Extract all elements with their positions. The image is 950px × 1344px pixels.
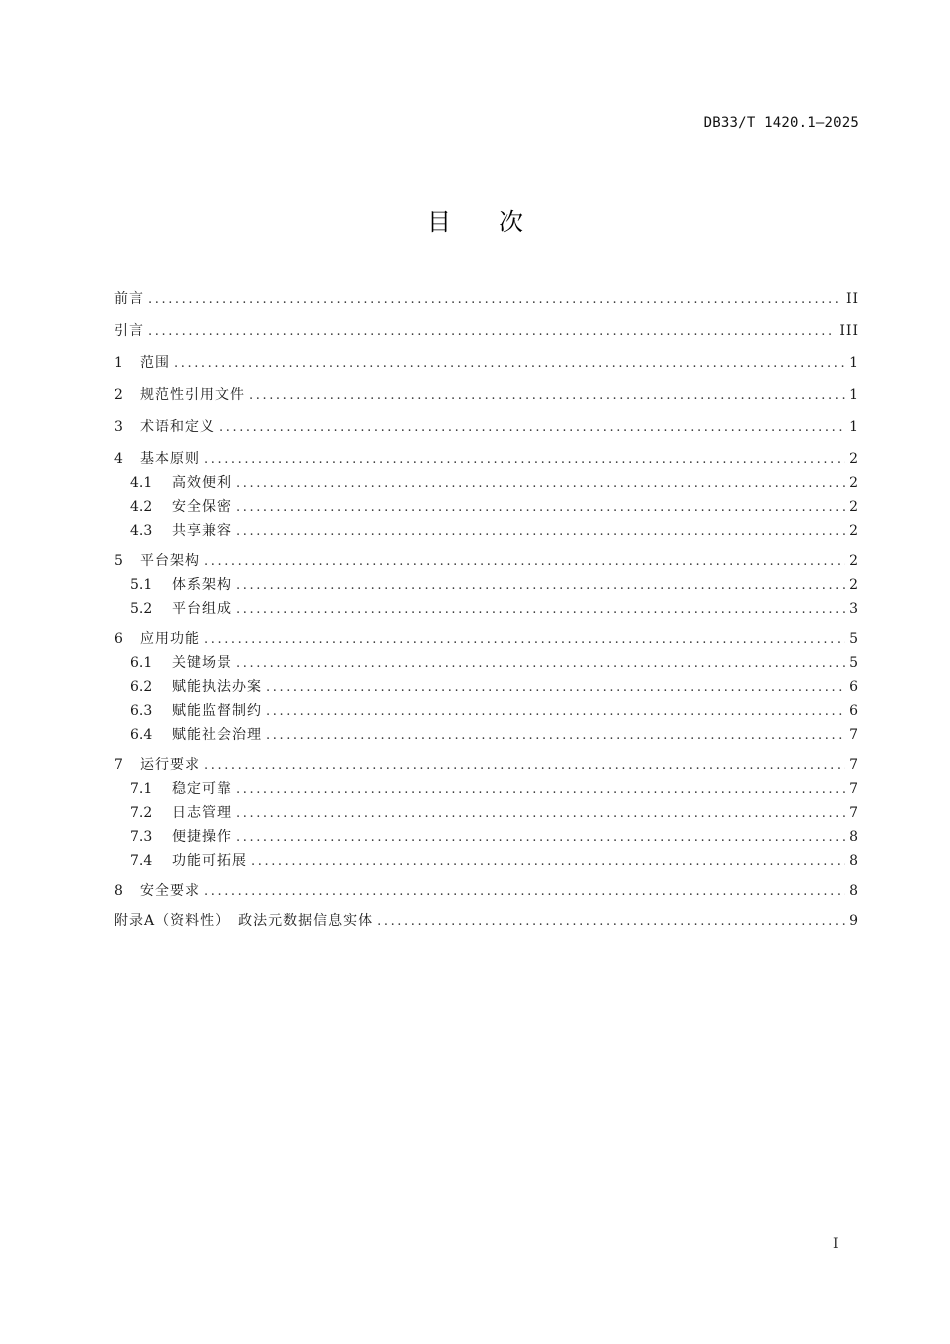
toc-entry-page: 2 [849, 523, 859, 539]
toc-leader-dots [266, 724, 845, 747]
toc-entry-label: 范围 [140, 355, 170, 371]
toc-leader-dots [377, 910, 845, 933]
toc-entry-4-2[interactable] [114, 495, 859, 519]
toc-entry-label: 体系架构 [172, 577, 232, 593]
toc-entry-number: 7.4 [130, 853, 153, 869]
toc-entry-4[interactable] [114, 447, 859, 471]
toc-entry-appendix-a[interactable] [114, 909, 859, 933]
toc-entry-label: 稳定可靠 [172, 781, 232, 797]
toc-entry-label: 共享兼容 [172, 523, 232, 539]
toc-entry-number: 5.2 [130, 601, 153, 617]
toc-entry-4-1[interactable] [114, 471, 859, 495]
toc-entry-label: 前言 [114, 291, 144, 307]
toc-entry-page: 7 [849, 757, 859, 773]
toc-entry-page: 2 [849, 475, 859, 491]
toc-entry-label: 平台架构 [140, 553, 200, 569]
toc-entry-page: 8 [849, 829, 859, 845]
toc-entry-page: 2 [849, 577, 859, 593]
toc-entry-page: 6 [849, 679, 859, 695]
toc-entry-6[interactable] [114, 627, 859, 651]
toc-entry-7-2[interactable] [114, 801, 859, 825]
toc-entry-label: 规范性引用文件 [140, 387, 245, 403]
toc-entry-number: 5.1 [130, 577, 153, 593]
toc-entry-number: 4.2 [130, 499, 153, 515]
toc-entry-8[interactable] [114, 879, 859, 909]
toc-leader-dots [249, 384, 845, 408]
toc-entry-5-1[interactable] [114, 573, 859, 597]
toc-entry-page: 2 [849, 451, 859, 467]
toc-entry-number: 2 [114, 387, 123, 403]
toc-entry-3[interactable] [114, 415, 859, 447]
toc-entry-label: 基本原则 [140, 451, 200, 467]
toc-entry-7-4[interactable] [114, 849, 859, 873]
toc-entry-6-1[interactable] [114, 651, 859, 675]
toc-entry-number: 7.2 [130, 805, 153, 821]
toc-entry-label: 赋能监督制约 [172, 703, 262, 719]
toc-entry-number: 3 [114, 419, 123, 435]
toc-leader-dots [148, 320, 835, 344]
toc-leader-dots [236, 598, 845, 621]
toc-entry-page: 5 [849, 655, 859, 671]
toc-leader-dots [266, 700, 845, 723]
toc-entry-number: 1 [114, 355, 123, 371]
toc-entry-page: 7 [849, 727, 859, 743]
toc-entry-page: 6 [849, 703, 859, 719]
toc-entry-page: 1 [849, 419, 859, 435]
toc-entry-4-3[interactable] [114, 519, 859, 543]
toc-leader-dots [204, 880, 845, 904]
toc-leader-dots [148, 288, 842, 312]
title-char-2: 次 [499, 208, 523, 236]
toc-entry-number: 7 [114, 757, 123, 773]
toc-entry-page: 1 [849, 387, 859, 403]
toc-entry-label: 功能可拓展 [172, 853, 247, 869]
toc-entry-page: 8 [849, 883, 859, 899]
toc-leader-dots [204, 448, 845, 471]
table-of-contents [114, 287, 859, 933]
toc-entry-label: 运行要求 [140, 757, 200, 773]
toc-entry-label: 日志管理 [172, 805, 232, 821]
toc-leader-dots [219, 416, 845, 440]
toc-entry-number: 7.1 [130, 781, 153, 797]
toc-leader-dots [236, 472, 845, 495]
toc-entry-number: 6.1 [130, 655, 153, 671]
toc-entry-number: 6.3 [130, 703, 153, 719]
toc-entry-number: 4 [114, 451, 123, 467]
toc-entry-number: 5 [114, 553, 123, 569]
toc-leader-dots [236, 652, 845, 675]
toc-entry-number: 6.4 [130, 727, 153, 743]
toc-leader-dots [266, 676, 845, 699]
toc-entry-page: 7 [849, 781, 859, 797]
toc-entry-6-2[interactable] [114, 675, 859, 699]
toc-entry-number: 7.3 [130, 829, 153, 845]
toc-entry-number: 4.1 [130, 475, 153, 491]
toc-entry-7[interactable] [114, 753, 859, 777]
toc-leader-dots [236, 496, 845, 519]
page-title [0, 202, 950, 237]
toc-entry-label: 附录A（资料性） 政法元数据信息实体 [114, 913, 374, 929]
toc-entry-6-4[interactable] [114, 723, 859, 747]
toc-entry-label: 赋能执法办案 [172, 679, 262, 695]
toc-entry-2[interactable] [114, 383, 859, 415]
toc-leader-dots [204, 628, 845, 651]
toc-entry-page: 3 [849, 601, 859, 617]
toc-leader-dots [236, 802, 845, 825]
toc-entry-page: 1 [849, 355, 859, 371]
toc-entry-label: 赋能社会治理 [172, 727, 262, 743]
toc-entry-foreword[interactable] [114, 287, 859, 319]
toc-entry-number: 4.3 [130, 523, 153, 539]
page-number: I [833, 1236, 839, 1252]
toc-leader-dots [251, 850, 845, 873]
toc-leader-dots [236, 778, 845, 801]
document-code: DB33/T 1420.1—2025 [703, 115, 859, 131]
toc-leader-dots [204, 754, 845, 777]
toc-entry-number: 6 [114, 631, 123, 647]
toc-entry-page: III [839, 323, 859, 339]
toc-entry-page: 2 [849, 553, 859, 569]
toc-entry-number: 6.2 [130, 679, 153, 695]
toc-entry-page: 7 [849, 805, 859, 821]
toc-entry-1[interactable] [114, 351, 859, 383]
toc-entry-label: 平台组成 [172, 601, 232, 617]
toc-entry-7-3[interactable] [114, 825, 859, 849]
toc-leader-dots [174, 352, 845, 376]
toc-entry-5[interactable] [114, 549, 859, 573]
toc-leader-dots [236, 826, 845, 849]
toc-entry-page: 8 [849, 853, 859, 869]
toc-entry-number: 8 [114, 883, 123, 899]
toc-entry-label: 便捷操作 [172, 829, 232, 845]
toc-entry-introduction[interactable] [114, 319, 859, 351]
toc-entry-label: 高效便利 [172, 475, 232, 491]
toc-entry-7-1[interactable] [114, 777, 859, 801]
toc-entry-page: II [845, 291, 859, 307]
toc-entry-page: 5 [849, 631, 859, 647]
toc-entry-page: 9 [849, 913, 859, 929]
toc-entry-page: 2 [849, 499, 859, 515]
toc-entry-5-2[interactable] [114, 597, 859, 621]
toc-entry-label: 引言 [114, 323, 144, 339]
toc-leader-dots [236, 574, 845, 597]
toc-entry-label: 术语和定义 [140, 419, 215, 435]
toc-entry-label: 安全保密 [172, 499, 232, 515]
toc-entry-label: 安全要求 [140, 883, 200, 899]
toc-leader-dots [236, 520, 845, 543]
toc-entry-6-3[interactable] [114, 699, 859, 723]
title-char-1: 目 [427, 208, 451, 236]
toc-entry-label: 应用功能 [140, 631, 200, 647]
toc-entry-label: 关键场景 [172, 655, 232, 671]
toc-leader-dots [204, 550, 845, 573]
